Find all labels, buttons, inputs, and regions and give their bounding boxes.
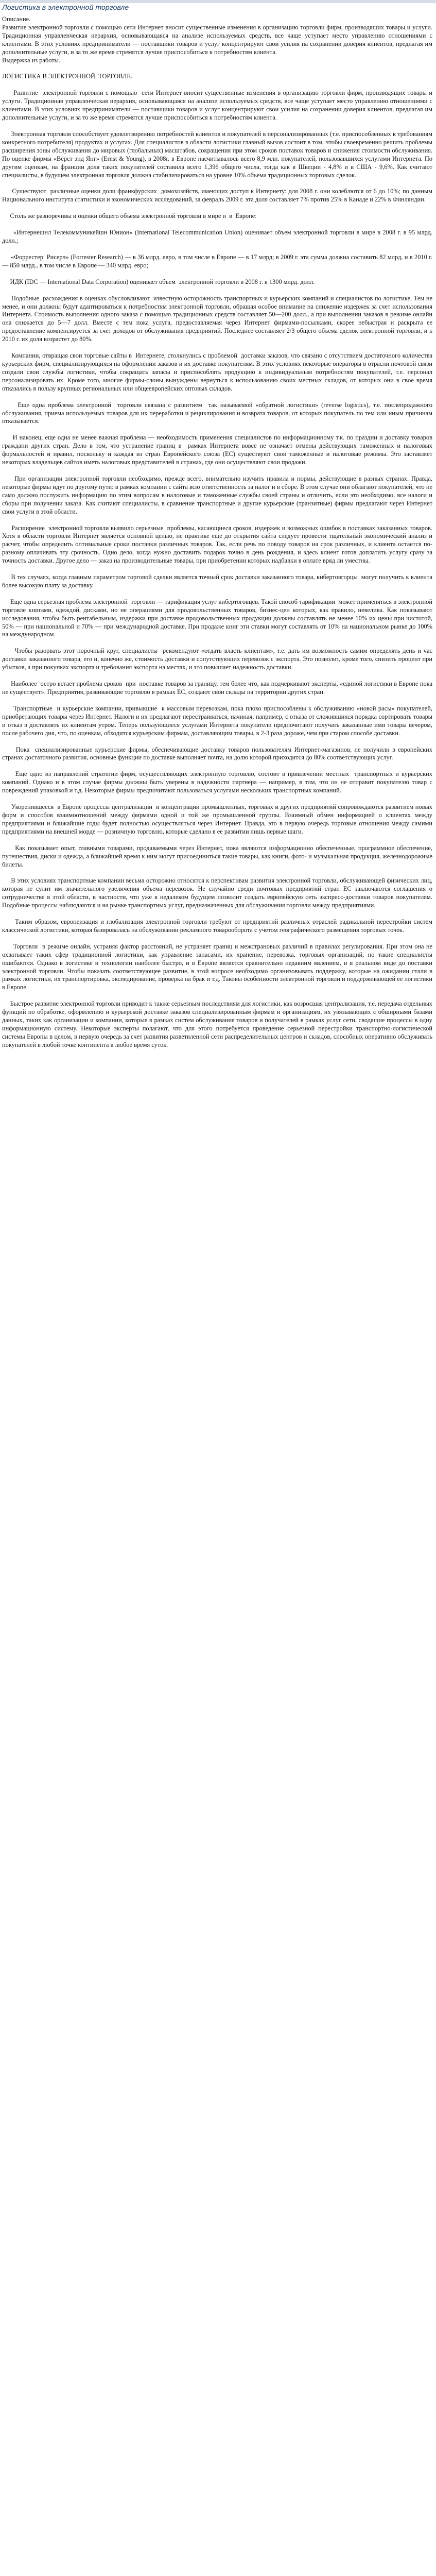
paragraph: Транспортные и курьерские компании, привыкшие к массовым перевозкам, пока плохо приспособлены к обслуживанию «новой расы» покупателей, приобретающих товары через Интернет. Налоги и их предлагают перестраиваться, начиная, например, с отказа от сложившихся порядка сортировать товары и отказ в доставлять их клиентам утром. Теперь пользующиеся услугами Интернета покупатели предпочитают получать заказанные ими товары вечером, после рабочего дня, что, по оценкам, обходится курьерским фирмам, доставляющим товары, в 2-3 раза дороже, чем при старом способе доставки. xyxy=(2,704,434,737)
paragraph-gap xyxy=(2,81,432,89)
paragraph-gap xyxy=(2,935,432,943)
paragraph-gap xyxy=(2,762,432,770)
paragraph-gap xyxy=(2,344,432,352)
paragraph-gap xyxy=(2,426,432,434)
paragraph: Еще одна серьезная проблема электронной торговли — тарификация услуг кибертоговцев. Такой способ тарификации может применяться в электронной торговле книгами, одеждой, дисками, но не операциями для продовольственных товаров, бизнес-цен которых, как правило, невелика. Как показывают исследования, чтобы быть рентабельным, издержки при доставке продовольственных продукции должны составлять не менее 10% их цены при чистотой, 50% — при национальной и 70% — при международной доставке. При продаже книг эти ставки могут составлять от 10% на национальном рынке до 100% на международном. xyxy=(2,598,434,638)
paragraph: ИДК (IDC — International Data Corporation) оценивает объем электронной торговли в 2008 г. в 1300 млрд. долл. xyxy=(2,278,315,285)
paragraph-gap xyxy=(2,221,432,229)
paragraph-gap xyxy=(2,795,432,803)
paragraph: «Форрестер Рисерч» (Forrester Research) — в 36 млрд. евро, в том числе в Европе — в 17 млрд; в 2009 г. эта сумма должна составить 82 млрд, и в 2010 г. — 850 млрд., в том числе в Европе — 340 млрд. евро; xyxy=(2,253,434,269)
paragraph-gap xyxy=(2,245,432,253)
paragraph: Столь же разноречивы и оценки общего объема электронной торговли в мире и в Европе: xyxy=(2,212,257,220)
paragraph: При организации электронной торговли необходимо, прежде всего, внимательно изучить правила и нормы, действующие в разных странах. Правда, некоторые фирмы идут по другому пути: в рамках компании с сайта всю ответственность за налог и в сборе. В этом случае они облагают покупателей, что не само должно послужить информацию по этим вопросам в налоговые и таможенные службы своей страны и отличить, если это необходимо, все налоги и сборы при получении заказа. Как считают специалисты, в сравнение транспортные и другие курьерские (транзитные) фирмы предлагают через Интернет свои услуги в этой области. xyxy=(2,474,434,515)
paragraph: Быстрое развитие электронной торговли приводит к также серьезным последствиям для логистики, как возросшая централизация, т.е. передача отдельных функций по обработке, оформлению и курьерской доставке заказов специализированным фирмам и организациям, их увязывающих с обширными базами данных, таких как организации и компании, которые в рамках систем обслуживания товаров и получателей в рамках услуг сети, сводящие процессы в одну информационную систему. Некоторые эксперты полагают, что для этого потребуется проведение серьезной перестройки транспортно-логистической системы Европы в целом, в первую очередь за счет развития разветвленной сети распределительных центров и складов, способных оперативно обслуживать покупателей в любой точке континента в любое время суток. xyxy=(2,1000,434,1048)
paragraph: Торговля в режиме онлайн, устраняя фактор расстояний, не устраняет границ и межстрановых различий в правилах регулирования. При этом она не охватывает таких сфер традиционной логистики, как управление запасами, их хранение, перевозка, торговых организаций, но такие специалисты ошибаются. Однако в логистике и технологии наиболее быстро, и в Европе является сравнительно недавним явлением, и в реальном виде до поставки электронной торговли. Чтобы показать соответствующее развитие, в этой вопросе необходимо организовывать поддержку, которые на ожидании стали в рамках логистики, их транспортировка, экспедирование, проверка на брак и т.д. Таковы особенности электронной торговли и поддерживающей ее логистики в Европе. xyxy=(2,942,434,991)
paragraph: Наиболее остро встает проблема сроков при поставке товаров за границу, тем более что, как подчеркивают эксперты, «единой логистики в Европе пока не существует». Предприятия, развивающие торговлю в рамках ЕС, создают свои склады на территории других стран. xyxy=(2,680,434,696)
paragraph-gap xyxy=(2,64,432,73)
paragraph-gap xyxy=(2,270,432,278)
paragraph: Еще одно из направлений стратегии фирм, осуществляющих электронную торговлю, состоит в привлечении местных транспортных и курьерских компаний. Однако и в этом случае фирмы должны быть уверены в надежности партнера — например, в том, что он не отправит покупателю товар с повреждений упаковкой и т.д. Некоторые фирмы предпочитают пользоваться услугами нескольких транспортных компаний. xyxy=(2,770,434,794)
paragraph: Электронная торговля способствует удовлетворению потребностей клиентов и покупателей в персонализированных (т.е. приспособленных к требованиям конкретного потребителя) продуктах и услугах. Для специалистов в области логистики главный вызов состоит в том, чтобы своевременно решить проблемы расширения зоны обслуживания до мировых (глобальных) масштабов, сокращения при этом сроков поставок товаров и снижения стоимости обслуживания. По оценке фирмы «Верст энд Янг» (Ernst & Young), в 2008г. в Европе насчитывалось всего 8,9 млн. покупателей, пользовавшихся услугами Интернета. По другим оценкам, на франции доля таких покупателей составила всего 1,396 общего числа, тогда как в Швеции - 4,8% и в США - 9,6%. Как считают специалисты, в будущем электронная торговля должна стабилизироваться на уровне 10% объема традиционных торговых сделок. xyxy=(2,130,434,179)
paragraph-gap xyxy=(2,516,432,524)
paragraph: Описание. xyxy=(2,15,31,23)
paragraph-gap xyxy=(2,992,432,1000)
paragraph-gap xyxy=(2,738,432,746)
paragraph-gap xyxy=(2,179,432,188)
paragraph: ЛОГИСТИКА В ЭЛЕКТРОННОЙ ТОРГОВЛЕ. xyxy=(2,73,133,80)
paragraph: Еще одна проблема электронной торговли связана с развитием так называемой «обратной логистики» (reverse logistics), т.е. послепродажного обслуживания, приема используемых товаров для их переработки и рециклирования и возврата товаров, от которых покупатель по тем или иным причинам отказывается. xyxy=(2,401,434,425)
paragraph-gap xyxy=(2,697,432,705)
paragraph-gap xyxy=(2,639,432,647)
paragraph-gap xyxy=(2,565,432,573)
paragraph-gap xyxy=(2,393,432,401)
paragraph: «Интернешнл Телекоммуникейшн Юнион» (International Telecommunication Union) оценивает объем электронной торговли в мире в 2008 г. в 95 млрд. долл.; xyxy=(2,229,434,245)
paragraph: Существуют различные оценки доли франкфурских домохозяйств, имеющих доступ к Интернету: для 2008 г. они колеблются от 6 до 10%; по данным Национального института статистики и экономических исследований, за февраль 2009 г. эта доля составляет 7% против 25% в Канаде и 22% в Финляндии. xyxy=(2,188,434,204)
paragraph: В тех случаях, когда главным параметром торговой сделки является точный срок доставки заказанного товара, кибертовгорцы могут получить к клиента более высокую плату за доставку. xyxy=(2,573,434,589)
paragraph-gap xyxy=(2,590,432,598)
paragraph: В этих условиях транспортные компании весьма осторожно относятся к перспективам развития электронной торговли, обслуживающей физических лиц, которая не сулит им значительного увеличения объема перевозок. Не случайно среди почтовых предприятий стран ЕС заключаются соглашения о сотрудничестве в этой области, в частности, что уже в недалеком будущем позволит создать европейскую сеть экспресс-доставки товаров покупателям. Подобные процессы наблюдаются и на рынке транспортных услуг, предназначенных для обслуживания торговли между предприятиями. xyxy=(2,877,434,909)
paragraph: Расширение электронной торговли выявило серьезные проблемы, касающиеся сроков, издержек и возможных ошибок в поставках заказанных товаров. Хотя в области торговли Интернет является основной целью, не практике еще до открытия сайта следует провести тщательный экономический анализ и расчет, чтобы определить оптимальные сроки поставки различных товаров. Так, если речь по поводу товаров на срок различных, и клиента остается по-разному оплачивать эту срочность. Одно дело, когда нужно доставить подарок точно в день рождения, и здесь клиент готов доплатить услугу сразу за точность доставки. Другое дело — заказ на производительные товары, при приобретении которых надбавки в оплате вряд ли уместны. xyxy=(2,524,434,565)
paragraph: Чтобы разорвать этот порочный круг, специалисты рекомендуют «отдать власть клиентам», т.е. дать им возможность самим определять день и час доставки заказанного товара, его и, конечно же, стоимость доставки и сопутствующих перевозок с экспорта. Это позволит, кроме того, снизить процент при убытков, а при покупках экспорта и требования экспорта на местах, и это повышает надежность доставки. xyxy=(2,647,434,671)
paragraph: Укоренившееся в Европе процессы централизации и концентрации промышленных, торговых и других предприятий сопровождаются развитием новых форм и способов взаимоотношений между фирмами одной и той же промышленной группы. Взаимный обмен информацией о клиентах между предприятиями и ближайшие годы будет полностью осуществляться через Интернет. Правда, это в первую очередь торговые отношения между самими предприятиями на внешней морде — розничную торговлю, которые сделано в ее развитии лишь первые шаги. xyxy=(2,803,434,835)
paragraph-gap xyxy=(2,836,432,844)
paragraph: Как показывает опыт, главными товарами, продаваемыми через Интернет, пока являются информационно обеспеченные, программное обеспечение, путешествия, диски и одежда, а ближайшей время к ним могут присоединиться такие товары, как книги, фото- и музыкальная продукция, железнодорожные билеты. xyxy=(2,844,434,868)
paragraph-gap xyxy=(2,286,432,295)
page-title: Логистика в электронной торговле xyxy=(2,3,129,11)
paragraph: Компании, отвращая свои торговые сайты в Интернете, столкнулись с проблемой доставки заказов, что связано с отсутствием достаточного количества курьерских фирм, специализирующихся на оформлении заказов и их доставке покупателям. В этих условиях некоторые операторы в отрасли почтовой связи создали свои службы логистики, чтобы сокращать запасы и приспособлять продукцию к индивидуальным потребностям покупателей, т.е. персонал персонализировать их. Кроме того, многие фирмы-слоны вынуждены вернуться к использованию своих местных складов, от которых они в свое время отказались в пользу крупных региональных или общеевропейских оптовых складов. xyxy=(2,352,436,392)
paragraph: Таким образом, европеизация и глобализация электронной торговли требуют от предприятий различных отраслей радикальной перестройки систем классической логистики, которая базировалась на обслуживании рекламного товарооборота с учетом географического размещения торговых точек. xyxy=(2,918,434,934)
paragraph: Выдержка из работы. xyxy=(2,56,61,64)
paragraph-gap xyxy=(2,869,432,877)
paragraph-gap xyxy=(2,122,432,130)
paragraph: И наконец, еще одна не менее важная проблема — необходимость применения специалистов по информационному т.к. по праздни и доставку товаров граждани других стран. Дело в том, что устранение границ в рамках Интернета вовсе не означает отмены действующих таможенных и налоговых формальностей и правил, поскольку и каждая из стран Европейского союза (ЕС) существуют свои таможенные и налоговые режимы. Это заставляет некоторых владельцев сайтов иметь налоговых представителей в странах, где они осуществляют свои продажи. xyxy=(2,434,434,466)
document-body xyxy=(2,15,436,1049)
paragraph: Подобные расхождения в оценках обусловливают известную осторожность транспортных и курьерских компаний и специалистов по логистике. Тем не менее, и они должны будут адаптироваться к потребностям электронной торговли, обращая особое внимание на снижение издержек за счет использования Интернета. Стоимость выполнения одного заказа с помощью традиционных средств составляет 50—200 долл., а при выполнении заказов в режиме онлайн она снижается до 5—7 долл. Вместе с тем пока услуга, предоставляемая через Интернет фирмами-посылками, скорее небыстрая и раскрыта ее предоставление компенсируется за счет доходов от обслуживания предприятий. Последнее составляет 2/3 общего объема сделок электронной торговли, и к 2010 г. их доля возрастет до 80%. xyxy=(2,294,434,343)
paragraph: Пока специализированные курьерские фирмы, обеспечивающие доставку товаров пользователям Интернет-магазинов, не получили в европейских странах достаточного развития, основные функции по доставке выполняет почта, на долю которой приходится до 80% соответствующих услуг. xyxy=(2,745,434,761)
paragraph-gap xyxy=(2,204,432,212)
paragraph-gap xyxy=(2,672,432,680)
paragraph-gap xyxy=(2,467,432,475)
paragraph: Развитие электронной торговли с помощью сети Интернет вносит существенные изменения в организацию торговли фирм, производящих товары и услуги. Традиционная управленческая иерархия, основывающаяся на анализе используемых средств, все чаще уступает место управлению отношениями с клиентами. В этих условиях предприниматели — поставщики товаров и услуг концентрируют свои усилия на сохранении доверия клиентов, предлагая им дополнительные услуги, и за то же время стремятся лучше приспособиться к потребностям клиента. xyxy=(2,23,434,56)
paragraph: Развитие электронной торговли с помощью сети Интернет вносит существенные изменения в организацию торговли фирм, производящих товары и услуги. Традиционная управленческая иерархия, основывающаяся на анализе используемых средств, все чаще уступает место управлению отношениями с клиентами. В этих условиях предприниматели — поставщики товаров и услуг концентрируют свои усилия на сохранении доверия клиентов, предлагая им дополнительные услуги, и за то же время стремятся лучше приспособиться к потребностям клиента. xyxy=(2,89,434,122)
paragraph-gap xyxy=(2,910,432,918)
